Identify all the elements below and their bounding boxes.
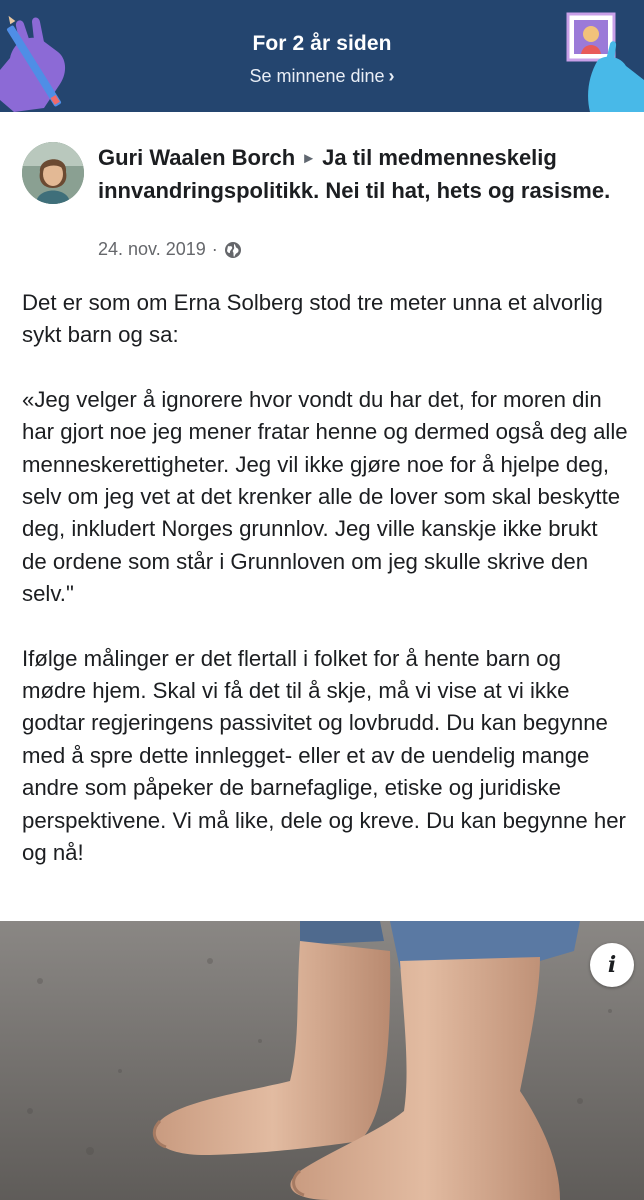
avatar-photo [22,142,84,204]
post-author-line [98,142,628,207]
memory-title: For 2 år siden [252,32,392,55]
post-text [22,287,628,902]
author-name[interactable]: Guri Waalen Borch [98,145,296,170]
globe-icon [224,241,242,259]
chevron-right-icon: › [388,66,395,86]
see-memories-label: Se minnene dine [249,66,385,86]
section-divider [0,112,644,120]
post-paragraph: Det er som om Erna Solberg stod tre meter unna et alvorlig sykt barn og sa: [22,290,603,348]
hand-holding-photo-illustration [554,0,644,112]
post-header [0,120,644,280]
see-memories-link[interactable] [0,66,644,87]
info-icon[interactable]: i [590,943,634,987]
group-name[interactable]: Ja til medmenneskelig innvandringspolitikk. Nei til hat, hets og rasisme. [98,145,611,203]
child-feet-photo [0,921,644,1200]
post-date[interactable]: 24. nov. 2019 [98,239,206,259]
hand-holding-pencil-illustration [0,0,100,112]
meta-separator: · [211,239,218,259]
post-image[interactable] [0,921,644,1200]
play-arrow-icon: ► [301,150,317,167]
post-paragraph: «Jeg velger å ignorere hvor vondt du har det, for moren din har gjort noe jeg mener fratar henne og dermed også deg alle menneskerettigheter. Jeg vil ikke gjøre noe for å hjelpe deg, selv om jeg vet at det krenker alle de lover som skal beskytte deg, inkludert Norges grunnlov. Jeg ville kanskje ikke brukt de ordene som står i Grunnloven om jeg skulle skrive den selv." [22,386,628,607]
memories-banner[interactable] [0,0,644,112]
post-meta [98,239,242,260]
avatar[interactable] [22,142,84,204]
post-paragraph: Ifølge målinger er det flertall i folket for å hente barn og mødre hjem. Skal vi få det til å skje, må vi vise at vi ikke godtar regjeringens passivitet og lovbrudd. Du kan begynne med å spre dette innlegget- eller et av de uendelig mange andre som påpeker de barnefaglige, etiske og juridiske perspektivene. Vi må like, dele og kreve. Du kan begynne her og nå! [22,645,626,866]
